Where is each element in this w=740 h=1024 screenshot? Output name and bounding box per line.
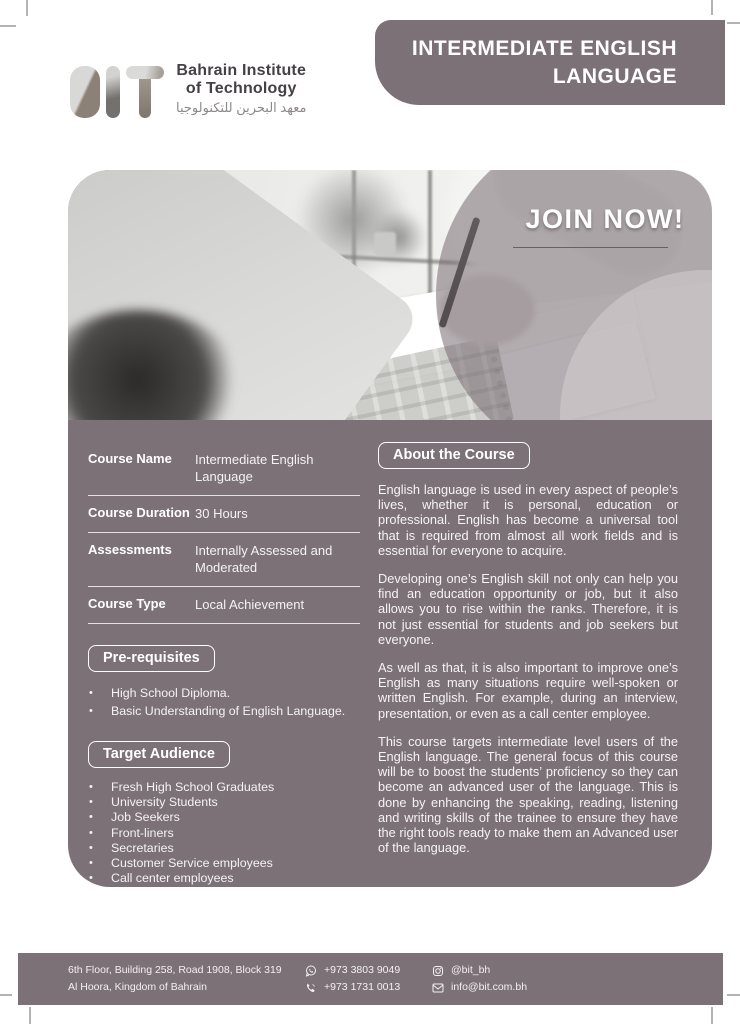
email-icon xyxy=(432,982,444,994)
crop-mark xyxy=(0,25,16,27)
logo-letter-t xyxy=(126,66,164,118)
list-item: • University Students xyxy=(88,795,360,810)
logo-letter-b xyxy=(70,66,100,118)
list-item: • High School Diploma. xyxy=(88,684,360,702)
crop-mark xyxy=(29,1007,31,1024)
prerequisites-list xyxy=(88,684,360,720)
footer-social xyxy=(432,962,592,996)
detail-value: Internally Assessed and Moderated xyxy=(195,543,333,575)
main-card xyxy=(68,170,712,887)
crop-mark xyxy=(711,1007,713,1024)
logo-wordmark xyxy=(176,62,306,116)
logo-name-line1: Bahrain Institute xyxy=(176,62,307,79)
table-row xyxy=(88,442,360,496)
table-row xyxy=(88,496,360,533)
detail-label: Course Type xyxy=(88,596,166,611)
course-title-line2: LANGUAGE xyxy=(552,64,677,88)
list-item: • Call center employees xyxy=(88,871,360,886)
target-audience-badge: Target Audience xyxy=(88,741,230,768)
detail-value: Intermediate English Language xyxy=(195,452,314,484)
about-paragraph: As well as that, it is also important to improve one’s English as many situations require well-spoken or written English. For example, during an interview, presentation, or even as a call center employee. xyxy=(378,660,678,721)
footer-address xyxy=(68,962,293,996)
join-now-text: JOIN NOW! xyxy=(525,204,685,234)
email-address: info@bit.com.bh xyxy=(451,981,528,993)
detail-label: Course Name xyxy=(88,451,172,466)
detail-value: 30 Hours xyxy=(195,506,248,521)
crop-mark xyxy=(26,0,28,16)
table-row xyxy=(88,533,360,587)
photo-plant-pot xyxy=(374,232,396,256)
whatsapp-number: +973 3803 9049 xyxy=(324,964,401,976)
detail-label: Course Duration xyxy=(88,505,190,520)
target-audience-list xyxy=(88,780,360,886)
bit-logo-letters-icon xyxy=(70,62,164,118)
about-paragraph: This course targets intermediate level users of the English language. The general focus of this course will be to boost the students’ proficiency so they can become an advanced user of the language. This is done by enhancing the speaking, reading, listening and writing skills of the trainee to ensure they have the right tools ready to make them an Advanced user of the language. xyxy=(378,733,678,856)
address-line1: 6th Floor, Building 258, Road 1908, Block 319 xyxy=(68,964,282,976)
about-paragraph: English language is used in every aspect of people’s lives, whether it is personal, education or professional. English has become a universal tool that is required from almost all work fields and is essential for everyone to acquire. xyxy=(378,482,678,558)
photo-shelf xyxy=(428,170,432,310)
prerequisites-badge: Pre-requisites xyxy=(88,645,215,672)
phone-number: +973 1731 0013 xyxy=(324,981,401,993)
table-row xyxy=(88,587,360,624)
crop-mark xyxy=(727,994,740,996)
list-item: • Fresh High School Graduates xyxy=(88,780,360,795)
about-section xyxy=(378,442,678,469)
instagram-icon xyxy=(432,965,444,977)
list-item: • Secretaries xyxy=(88,841,360,856)
address-line2: Al Hoora, Kingdom of Bahrain xyxy=(68,981,207,993)
bit-logo xyxy=(70,62,306,118)
logo-letter-i xyxy=(106,66,120,118)
list-item: • Front-liners xyxy=(88,826,360,841)
course-details-column xyxy=(88,442,360,886)
logo-name-arabic: معهد البحرين للتكنولوجيا xyxy=(176,100,307,115)
about-column xyxy=(378,442,678,886)
about-paragraph: Developing one’s English skill not only can help you find an education opportunity or job, but it also allows you to rise within the ranks. Therefore, it is not just essential for students and job seekers but everyone. xyxy=(378,571,678,647)
whatsapp-icon xyxy=(305,965,317,977)
hero-photo xyxy=(68,170,712,420)
list-item: • Customer Service employees xyxy=(88,856,360,871)
footer-bar xyxy=(18,953,723,1005)
card-content xyxy=(68,420,712,886)
list-item: • Job Seekers xyxy=(88,810,360,825)
list-item: • Basic Understanding of English Language. xyxy=(88,702,360,720)
logo-name-line2: of Technology xyxy=(185,80,297,97)
detail-label: Assessments xyxy=(88,542,172,557)
footer-contact xyxy=(305,962,420,996)
crop-mark xyxy=(711,0,713,15)
about-the-course-badge: About the Course xyxy=(378,442,530,469)
target-audience-section xyxy=(88,741,360,768)
course-title-banner xyxy=(375,20,725,105)
instagram-handle: @bit_bh xyxy=(451,964,491,976)
crop-mark xyxy=(727,22,740,24)
detail-value: Local Achievement xyxy=(195,597,305,612)
prerequisites-section xyxy=(88,645,360,672)
course-title-line1: INTERMEDIATE ENGLISH xyxy=(411,36,677,60)
join-now-underline xyxy=(513,247,668,248)
phone-icon xyxy=(305,982,317,994)
crop-mark xyxy=(0,994,12,996)
